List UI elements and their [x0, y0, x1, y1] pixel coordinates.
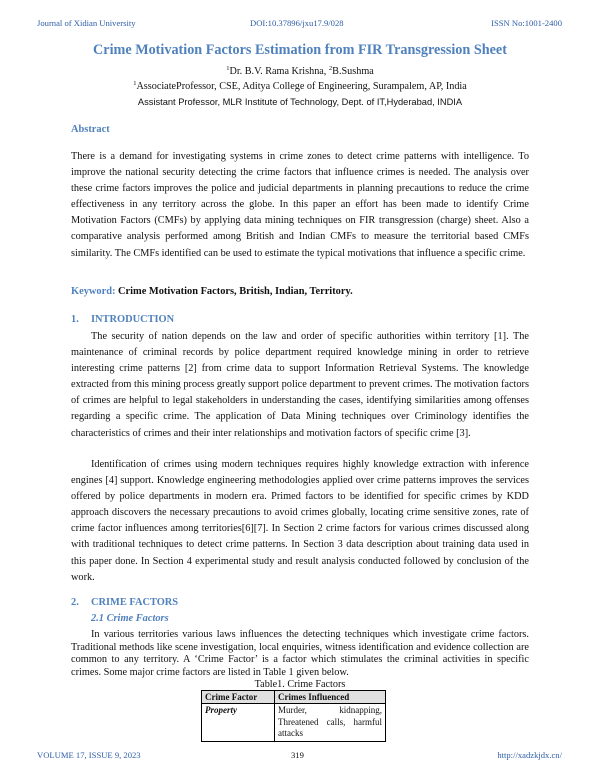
- section-1-title: INTRODUCTION: [91, 314, 175, 325]
- table-row: [202, 704, 386, 742]
- section-2-number: 2.: [71, 597, 79, 608]
- table-header-row: [202, 691, 386, 704]
- affiliation-1: [0, 81, 600, 92]
- section-1-heading: [71, 314, 174, 325]
- crime-factors-paragraph: In various territories various laws influences the detecting techniques which investigate crime factors. Traditional methods like scene investigation, local enquiries, witness identification and evidence collection are common to any territory. A ‘Crime Factor’ is a factor which stimulates the criminal activities in specific crimes. Some major crime factors are listed in Table 1 given below.: [71, 629, 529, 678]
- column-header-crime-factor: Crime Factor: [202, 691, 275, 704]
- cell-crime-factor: Property: [202, 704, 275, 742]
- journal-name: Journal of Xidian University: [37, 18, 136, 28]
- section-1-number: 1.: [71, 314, 79, 325]
- affiliation-2: Assistant Professor, MLR Institute of Technology, Dept. of IT,Hyderabad, INDIA: [137, 97, 463, 107]
- author-1: Dr. B.V. Rama Krishna,: [229, 66, 329, 77]
- column-header-crimes-influenced: Crimes Influenced: [275, 691, 386, 704]
- table-1-caption: Table1. Crime Factors: [254, 679, 346, 690]
- section-2-title: CRIME FACTORS: [91, 597, 179, 608]
- section-2-heading: [71, 597, 178, 608]
- keywords-label: Keyword:: [71, 286, 119, 297]
- author-2-superscript: 2: [328, 65, 333, 72]
- cell-crimes-influenced: Murder, kidnapping, Threatened calls, harmful attacks: [275, 704, 386, 742]
- subsection-2-1-heading: 2.1 Crime Factors: [91, 613, 169, 624]
- abstract-heading: Abstract: [71, 124, 110, 135]
- affiliation-1-text: AssociateProfessor, CSE, Aditya College of Engineering, Surampalem, AP, India: [136, 81, 467, 92]
- page-number: 319: [291, 750, 304, 760]
- journal-url[interactable]: http://xadzkjdx.cn/: [497, 750, 562, 760]
- keywords: [71, 286, 353, 297]
- keywords-text: Crime Motivation Factors, British, Indian, Territory.: [118, 286, 353, 297]
- issn: ISSN No:1001-2400: [491, 18, 562, 28]
- abstract-text: There is a demand for investigating systems in crime zones to detect crime patterns with intelligence. To improve the national security detecting the crime factors that influence crimes is needed. The analysis over these crime factors improves the police and judicial departments in planning precautions to reduce the crime effectiveness in any territory across the globe. In this paper an effort has been made to identify Crime Motivation Factors (CMFs) by applying data mining techniques on FIR transgression (charge) sheet. Also a comparative analysis performed among British and Indian CMFs to measure the territorial based CMFs similarity. The CMFs identified can be used to estimate the typical motivations that influence a specific crime.: [71, 151, 529, 259]
- author-1-superscript: 1: [226, 65, 230, 72]
- author-2: B.Sushma: [332, 66, 374, 77]
- intro-paragraph-2: Identification of crimes using modern techniques requires highly knowledge extraction with inference engines [4] support. Knowledge engineering methodologies applied over crime patterns improves the services offered by police departments in modern era. Primed factors to be identified for specific crimes by KDD approach discovers the necessary precautions to avoid crimes globally, locating crime sensitive zones, rate of crime factor influences among territories[6][7]. In Section 2 crime factors for various crimes discussed along with traditional techniques to detect crime patterns. In Section 3 data description about training data used in this paper done. In Section 4 experimental study and result analysis conducted followed by conclusion of the work.: [71, 459, 529, 583]
- paper-title: Crime Motivation Factors Estimation from FIR Transgression Sheet: [93, 42, 507, 58]
- doi[interactable]: DOI:10.37896/jxu17.9/028: [250, 18, 344, 28]
- author-line: [0, 66, 600, 77]
- intro-paragraph-1: The security of nation depends on the law and order of specific authorities within territory [1]. The maintenance of criminal records by police department required knowledge mining in order to retrieve interesting crime patterns [2] from crime data to support Information Retrieval Systems. The knowledge extracted from this mining process greatly support police department to prevent crimes. The motivation factors of crimes are helpful to legal stakeholders in understanding the cases, identifying similarities among offenses regarding a specific crime. The application of Data Mining techniques over Criminology identifies the characteristics of crimes and their inter relationships and motivation factors of specific crime [3].: [71, 331, 529, 439]
- volume-issue: VOLUME 17, ISSUE 9, 2023: [37, 750, 141, 760]
- affiliation-1-superscript: 1: [133, 80, 137, 87]
- crime-factors-table: [201, 690, 386, 742]
